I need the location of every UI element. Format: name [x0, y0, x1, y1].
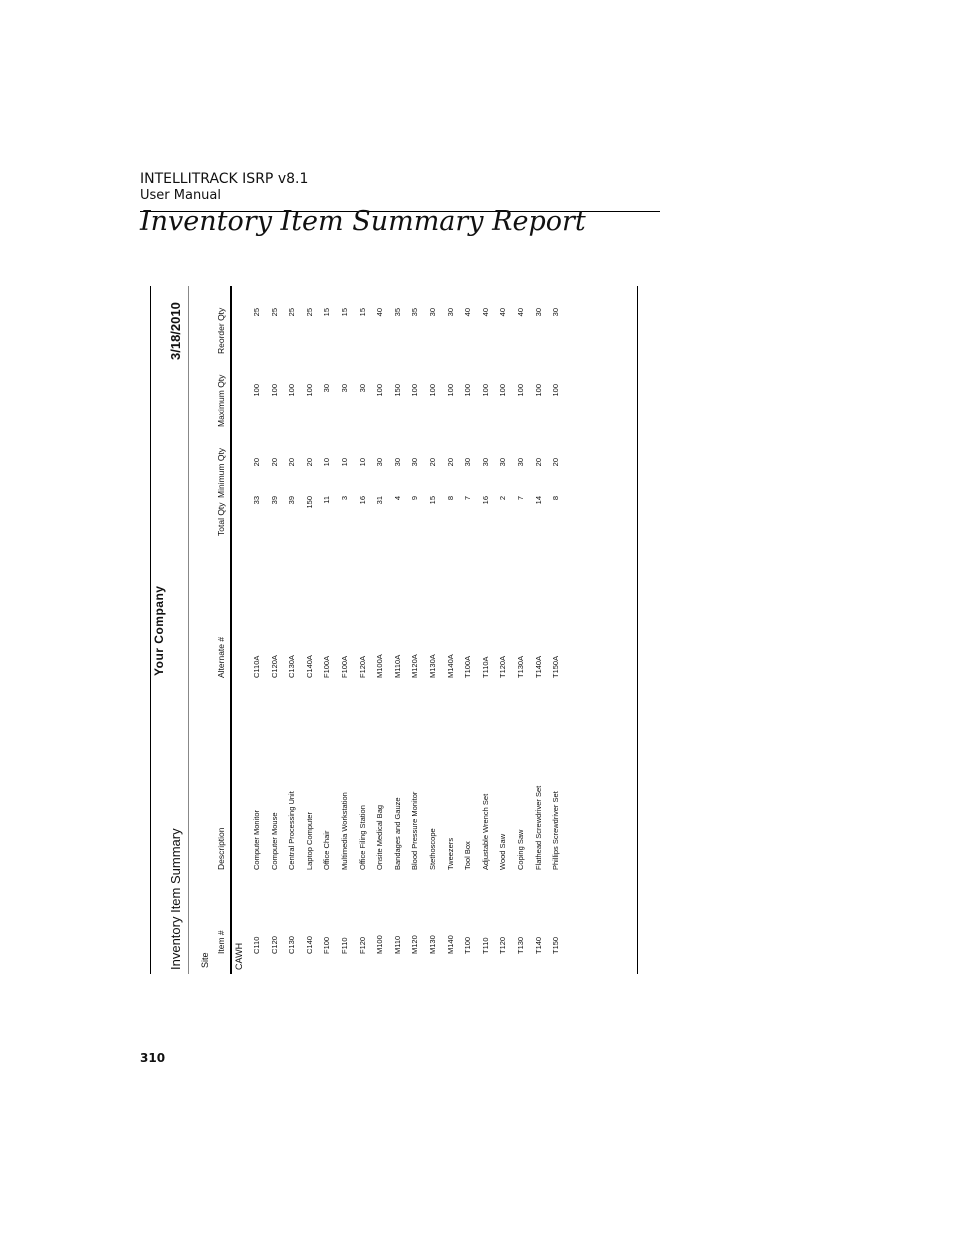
cell-reorder: 25: [287, 308, 297, 317]
cell-description: Computer Mouse: [269, 812, 279, 870]
cell-total: 7: [463, 496, 473, 501]
cell-maximum: 30: [357, 384, 367, 393]
table-row: [428, 286, 446, 974]
cell-alternate: M100A: [375, 654, 385, 678]
column-header-description: Description: [216, 827, 226, 870]
table-row: [252, 286, 270, 974]
cell-total: 39: [287, 496, 297, 505]
cell-maximum: 100: [410, 384, 420, 397]
table-row: [551, 286, 569, 974]
report-image-frame: [150, 286, 637, 974]
cell-maximum: 100: [427, 384, 437, 397]
cell-maximum: 150: [392, 384, 402, 397]
table-row: [410, 286, 428, 974]
cell-maximum: 30: [322, 384, 332, 393]
table-row: [463, 286, 481, 974]
cell-description: Office Filing Station: [357, 805, 367, 870]
manual-subtitle: User Manual: [140, 188, 222, 203]
cell-description: Tool Box: [463, 841, 473, 870]
cell-alternate: F120A: [357, 655, 367, 678]
cell-alternate: C130A: [287, 655, 297, 678]
cell-maximum: 100: [252, 384, 261, 397]
cell-total: 14: [533, 496, 543, 505]
report-title: Inventory Item Summary: [168, 828, 183, 970]
cell-total: 150: [304, 496, 314, 509]
cell-item: C110: [252, 936, 261, 954]
cell-minimum: 30: [480, 458, 490, 467]
cell-item: T100: [463, 936, 473, 954]
table-row: [270, 286, 288, 974]
table-row: [516, 286, 534, 974]
cell-minimum: 30: [392, 458, 402, 467]
cell-maximum: 100: [498, 384, 508, 397]
cell-description: Central Processing Unit: [287, 791, 297, 870]
cell-maximum: 100: [551, 384, 561, 397]
table-row: [481, 286, 499, 974]
cell-item: T150: [551, 936, 561, 954]
table-row: [340, 286, 358, 974]
cell-item: M120: [410, 935, 420, 954]
cell-reorder: 30: [445, 308, 455, 317]
cell-item: T130: [515, 936, 525, 954]
cell-alternate: T100A: [463, 655, 473, 678]
report-right-border: [637, 286, 638, 974]
cell-item: M100: [375, 935, 385, 954]
table-row: [393, 286, 411, 974]
cell-minimum: 20: [269, 458, 279, 467]
cell-alternate: T110A: [480, 656, 490, 678]
cell-maximum: 100: [533, 384, 543, 397]
cell-item: F110: [339, 937, 349, 954]
cell-reorder: 40: [498, 308, 508, 317]
cell-alternate: M140A: [445, 654, 455, 678]
cell-reorder: 30: [533, 308, 543, 317]
cell-alternate: T120A: [498, 655, 508, 678]
cell-reorder: 25: [269, 308, 279, 317]
rotated-report: [150, 286, 637, 974]
report-rows: [252, 286, 569, 974]
cell-total: 39: [269, 496, 279, 505]
cell-total: 16: [357, 496, 367, 505]
column-header-rule: [230, 286, 232, 974]
cell-description: Wood Saw: [498, 833, 508, 870]
cell-maximum: 100: [463, 384, 473, 397]
column-header-total: Total Qty: [216, 502, 226, 536]
cell-total: 31: [375, 496, 385, 505]
cell-minimum: 10: [357, 458, 367, 467]
cell-description: Office Chair: [322, 830, 332, 870]
cell-reorder: 40: [480, 308, 490, 317]
cell-total: 15: [427, 496, 437, 505]
column-header-minimum: Minimum Qty: [216, 447, 226, 498]
cell-maximum: 100: [269, 384, 279, 397]
cell-total: 3: [339, 496, 349, 501]
table-row: [358, 286, 376, 974]
cell-total: 8: [551, 496, 561, 501]
site-label: Site: [200, 952, 210, 968]
table-row: [446, 286, 464, 974]
product-header: INTELLITRACK ISRP v8.1: [140, 171, 309, 187]
cell-reorder: 30: [427, 308, 437, 317]
report-title-rule: [188, 286, 189, 974]
cell-minimum: 20: [304, 458, 314, 467]
table-row: [287, 286, 305, 974]
cell-total: 11: [322, 496, 332, 504]
cell-item: M140: [445, 935, 455, 954]
cell-description: Adjustable Wrench Set: [480, 793, 490, 870]
cell-total: 16: [480, 496, 490, 505]
cell-description: Phillips Screwdriver Set: [551, 791, 561, 870]
cell-reorder: 40: [463, 308, 473, 317]
cell-total: 33: [252, 496, 261, 505]
cell-maximum: 100: [287, 384, 297, 397]
cell-reorder: 40: [515, 308, 525, 317]
cell-description: Flathead Screwdriver Set: [533, 785, 543, 870]
table-row: [534, 286, 552, 974]
cell-minimum: 20: [427, 458, 437, 467]
column-header-item: Item #: [216, 930, 226, 954]
cell-minimum: 20: [445, 458, 455, 467]
cell-maximum: 100: [304, 384, 314, 397]
cell-item: T120: [498, 936, 508, 954]
cell-reorder: 15: [339, 308, 349, 317]
cell-minimum: 20: [287, 458, 297, 467]
cell-description: Stethoscope: [427, 828, 437, 870]
cell-alternate: T130A: [515, 655, 525, 678]
cell-description: Bandages and Gauze: [392, 797, 402, 870]
cell-description: Laptop Computer: [304, 812, 314, 870]
site-value: CAWH: [234, 942, 244, 970]
page-number: 310: [140, 1051, 166, 1065]
cell-reorder: 15: [357, 308, 367, 317]
cell-total: 8: [445, 496, 455, 501]
column-header-maximum: Maximum Qty: [216, 374, 226, 427]
cell-minimum: 30: [375, 458, 385, 467]
cell-item: T140: [533, 936, 543, 954]
cell-maximum: 100: [445, 384, 455, 397]
table-row: [375, 286, 393, 974]
cell-item: C140: [304, 936, 314, 954]
cell-reorder: 25: [304, 308, 314, 317]
table-row: [305, 286, 323, 974]
cell-description: Coping Saw: [515, 829, 525, 870]
column-header-reorder: Reorder Qty: [216, 307, 226, 354]
table-row: [322, 286, 340, 974]
cell-item: T110: [480, 937, 490, 954]
cell-minimum: 20: [533, 458, 543, 467]
cell-item: M130: [427, 935, 437, 954]
cell-alternate: M110A: [392, 654, 402, 678]
cell-alternate: C140A: [304, 655, 314, 678]
cell-reorder: 25: [252, 308, 261, 317]
cell-maximum: 100: [515, 384, 525, 397]
cell-reorder: 40: [375, 308, 385, 317]
cell-minimum: 30: [410, 458, 420, 467]
cell-description: Onsite Medical Bag: [375, 804, 385, 870]
cell-alternate: C120A: [269, 655, 279, 678]
cell-minimum: 30: [498, 458, 508, 467]
cell-minimum: 10: [339, 458, 349, 467]
cell-description: Blood Pressure Monitor: [410, 791, 420, 870]
cell-total: 7: [515, 496, 525, 501]
cell-reorder: 30: [551, 308, 561, 317]
cell-item: F100: [322, 936, 332, 954]
cell-maximum: 100: [480, 384, 490, 397]
column-header-alternate: Alternate #: [216, 636, 226, 678]
cell-alternate: C110A: [252, 655, 261, 678]
cell-reorder: 15: [322, 308, 332, 317]
table-row: [498, 286, 516, 974]
cell-item: C120: [269, 936, 279, 954]
cell-minimum: 10: [322, 458, 332, 467]
cell-alternate: M130A: [427, 654, 437, 678]
cell-item: F120: [357, 936, 367, 954]
report-date: 3/18/2010: [168, 302, 183, 360]
cell-alternate: M120A: [410, 654, 420, 678]
cell-minimum: 20: [551, 458, 561, 467]
page-title: Inventory Item Summary Report: [140, 206, 586, 237]
cell-description: Multimedia Workstation: [339, 792, 349, 870]
cell-item: C130: [287, 936, 297, 954]
cell-maximum: 100: [375, 384, 385, 397]
cell-total: 9: [410, 496, 420, 501]
cell-minimum: 20: [252, 458, 261, 467]
cell-description: Tweezers: [445, 837, 455, 870]
cell-total: 2: [498, 496, 508, 501]
cell-item: M110: [392, 935, 402, 954]
cell-reorder: 35: [410, 308, 420, 317]
cell-minimum: 30: [463, 458, 473, 467]
cell-alternate: F100A: [322, 655, 332, 678]
cell-alternate: T140A: [533, 655, 543, 678]
cell-total: 4: [392, 496, 402, 501]
cell-alternate: T150A: [551, 655, 561, 678]
cell-description: Computer Monitor: [252, 809, 261, 870]
cell-reorder: 35: [392, 308, 402, 317]
cell-maximum: 30: [339, 384, 349, 393]
report-company: Your Company: [152, 585, 166, 676]
cell-minimum: 30: [515, 458, 525, 467]
cell-alternate: F100A: [339, 655, 349, 678]
